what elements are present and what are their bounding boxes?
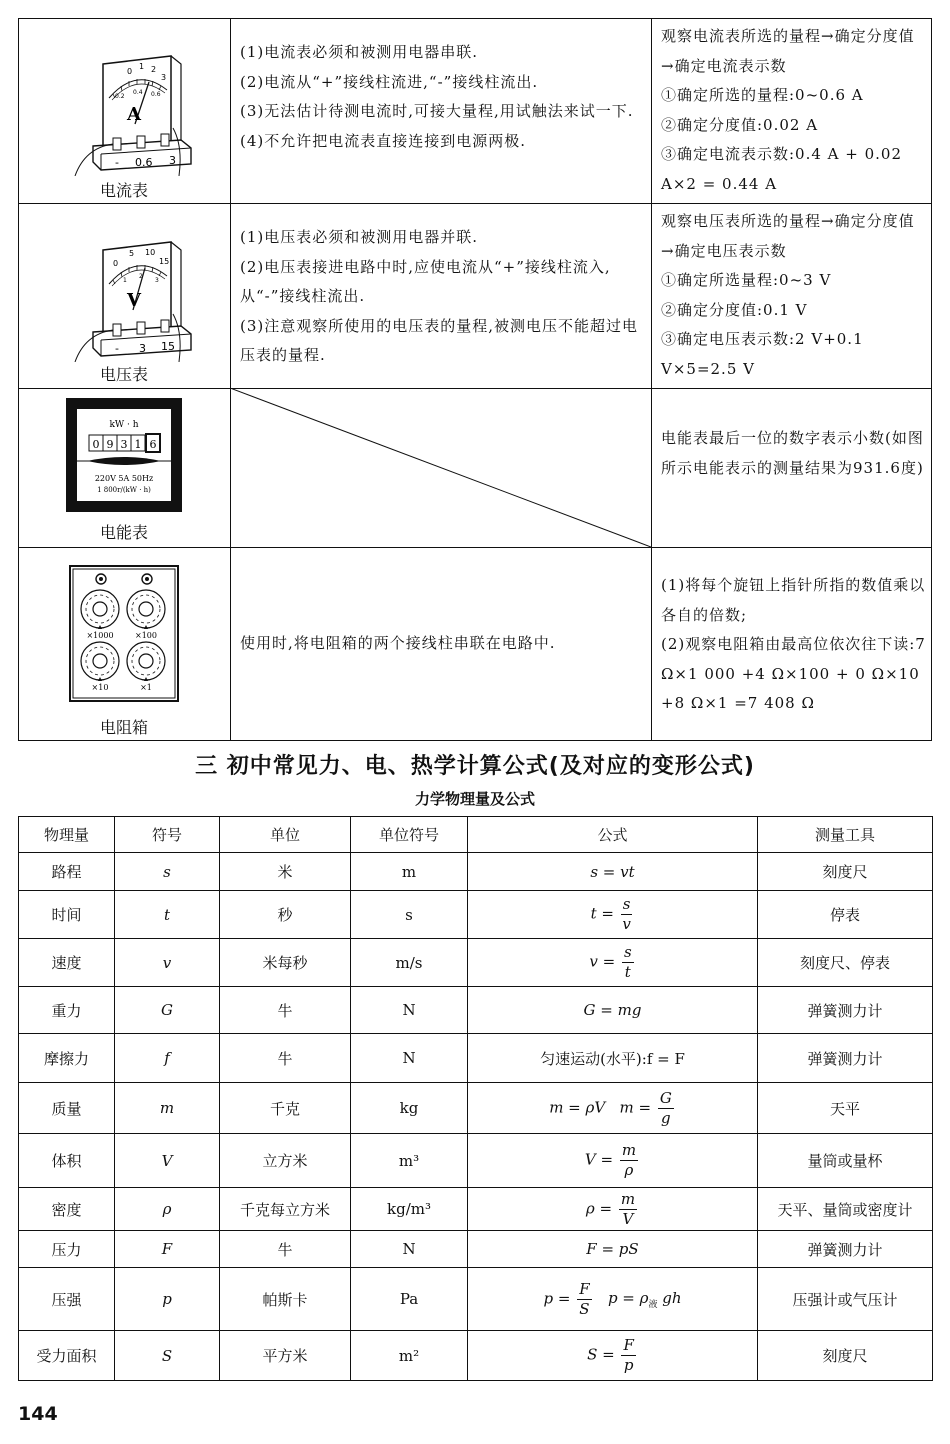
formula-cell: V = $\frac{m}{\rho}$ [468, 1134, 758, 1188]
table-row [19, 891, 933, 939]
header-symbol: 符号 [115, 817, 220, 853]
ammeter-terminal-3: 3 [169, 154, 176, 167]
header-quantity: 物理量 [19, 817, 115, 853]
header-unit: 单位 [220, 817, 351, 853]
formula-cell: 匀速运动(水平):f = F [468, 1034, 758, 1083]
voltmeter-read-2: ①确定所选量程:0~3 V [661, 271, 832, 289]
table-row [19, 853, 933, 891]
symbol-cell: m [115, 1083, 220, 1134]
quantity-cell: 摩擦力 [19, 1034, 115, 1083]
resistance-box-read-1: (1)将每个旋钮上指针所指的数值乘以各自的倍数; [661, 576, 926, 624]
unit-cell: 平方米 [220, 1331, 351, 1381]
symbol-cell: p [115, 1268, 220, 1331]
resistance-box-name: 电阻箱 [99, 718, 148, 737]
ammeter-reading [661, 22, 927, 199]
ammeter-req-3: (3)无法估计待测电流时,可接大量程,用试触法来试一下. [240, 102, 634, 120]
voltmeter-read-4: ③确定电压表示数:2 V+0.1 V×5=2.5 V [661, 330, 864, 378]
symbol-cell: ρ [115, 1188, 220, 1231]
table-row [19, 1188, 933, 1231]
unit-symbol-cell: N [351, 1231, 468, 1268]
multiplier-1: ×1 [140, 683, 152, 692]
tool-cell: 刻度尺、停表 [758, 939, 933, 987]
energy-meter-name: 电能表 [99, 523, 148, 542]
energy-meter-illustration [65, 397, 183, 513]
resistance-box-use-1: 使用时,将电阻箱的两个接线柱串联在电路中. [240, 634, 556, 652]
tool-cell: 刻度尺 [758, 853, 933, 891]
formula-cell: G = mg [468, 987, 758, 1034]
multiplier-10: ×10 [91, 683, 109, 692]
ammeter-read-3: ②确定分度值:0.02 A [661, 115, 819, 134]
unit-cell: 牛 [220, 1231, 351, 1268]
formula-cell: s = vt [468, 853, 758, 891]
ammeter-scale-0: 0 [127, 67, 133, 76]
empty-cell-diagonal [230, 388, 651, 547]
meter-digit-4: 1 [134, 438, 142, 451]
unit-symbol-cell: m² [351, 1331, 468, 1381]
resistance-box-usage [240, 629, 644, 659]
table-row [19, 1083, 933, 1134]
quantity-cell: 体积 [19, 1134, 115, 1188]
tool-cell: 量筒或量杯 [758, 1134, 933, 1188]
resistance-box-illustration [69, 565, 179, 702]
quantity-cell: 重力 [19, 987, 115, 1034]
meter-digit-1: 0 [92, 438, 100, 451]
formula-cell: v = $\frac{s}{t}$ [468, 939, 758, 987]
ammeter-req-2: (2)电流从“+”接线柱流进,“-”接线柱流出. [240, 72, 539, 91]
instrument-table [18, 18, 932, 741]
ammeter-read-2: ①确定所选的量程:0~0.6 A [661, 86, 864, 104]
ammeter-subscale-3: 0.6 [151, 91, 161, 98]
voltmeter-requirements [240, 223, 644, 371]
header-formula: 公式 [468, 817, 758, 853]
ammeter-terminal-06: 0.6 [135, 156, 153, 169]
ammeter-subscale-1: 0.2 [115, 93, 125, 100]
quantity-cell: 受力面积 [19, 1331, 115, 1381]
unit-symbol-cell: Pa [351, 1268, 468, 1331]
voltmeter-terminal-15: 15 [161, 340, 175, 353]
ammeter-req-4: (4)不允许把电流表直接连接到电源两极. [240, 131, 527, 150]
meter-unit: kW · h [109, 420, 139, 430]
multiplier-100: ×100 [135, 631, 157, 640]
symbol-cell: G [115, 987, 220, 1034]
voltmeter-subscale-2: 2 [139, 273, 143, 280]
symbol-cell: t [115, 891, 220, 939]
ammeter-illustration [63, 36, 193, 176]
symbol-cell: s [115, 853, 220, 891]
energy-meter-reading [661, 424, 927, 483]
voltmeter-terminal-neg: - [115, 342, 119, 355]
formula-cell: ρ = $\frac{m}{V}$ [468, 1188, 758, 1231]
ammeter-symbol: A [127, 104, 141, 125]
tool-cell: 天平、量筒或密度计 [758, 1188, 933, 1231]
voltmeter-scale-0: 0 [113, 259, 119, 268]
unit-cell: 帕斯卡 [220, 1268, 351, 1331]
tool-cell: 天平 [758, 1083, 933, 1134]
voltmeter-req-2: (2)电压表接进电路中时,应使电流从“+”接线柱流入,从“-”接线柱流出. [240, 257, 611, 305]
voltmeter-req-3: (3)注意观察所使用的电压表的量程,被测电压不能超过电压表的量程. [240, 316, 639, 364]
ammeter-terminal-neg: - [115, 156, 119, 169]
ammeter-scale-3: 3 [161, 73, 167, 82]
voltmeter-read-3: ②确定分度值:0.1 V [661, 300, 808, 319]
meter-digit-2: 9 [106, 438, 114, 451]
ammeter-requirements [240, 38, 644, 156]
unit-cell: 米 [220, 853, 351, 891]
page-number: 144 [18, 1403, 58, 1425]
symbol-cell: v [115, 939, 220, 987]
voltmeter-terminal-3: 3 [139, 342, 146, 355]
multiplier-1000: ×1000 [86, 631, 114, 640]
table-row [19, 1034, 933, 1083]
meter-digit-3: 3 [120, 438, 128, 451]
quantity-cell: 密度 [19, 1188, 115, 1231]
symbol-cell: V [115, 1134, 220, 1188]
ammeter-scale-2: 2 [151, 65, 157, 74]
formula-cell: S = $\frac{F}{p}$ [468, 1331, 758, 1381]
quantity-cell: 速度 [19, 939, 115, 987]
unit-cell: 秒 [220, 891, 351, 939]
voltmeter-read-1: 观察电压表所选的量程→确定分度值→确定电压表示数 [661, 212, 915, 260]
tool-cell: 弹簧测力计 [758, 987, 933, 1034]
table-header-row [19, 817, 933, 853]
ammeter-name: 电流表 [99, 181, 148, 200]
meter-spec-2: 1 800r/(kW · h) [97, 486, 151, 494]
ammeter-subscale-2: 0.4 [133, 89, 143, 96]
voltmeter-req-1: (1)电压表必须和被测用电器并联. [240, 228, 479, 246]
tool-cell: 压强计或气压计 [758, 1268, 933, 1331]
quantity-cell: 路程 [19, 853, 115, 891]
ammeter-scale-1: 1 [139, 62, 145, 71]
formula-cell: t = $\frac{s}{v}$ [468, 891, 758, 939]
unit-symbol-cell: s [351, 891, 468, 939]
quantity-cell: 压强 [19, 1268, 115, 1331]
table-row [19, 1268, 933, 1331]
unit-cell: 牛 [220, 987, 351, 1034]
energy-meter-read-1: 电能表最后一位的数字表示小数(如图所示电能表示的测量结果为931.6度) [661, 429, 924, 477]
section-title: 三 初中常见力、电、热学计算公式(及对应的变形公式) [195, 754, 755, 779]
voltmeter-subscale-1: 1 [123, 277, 127, 284]
unit-cell: 千克 [220, 1083, 351, 1134]
table-row [19, 987, 933, 1034]
unit-symbol-cell: kg [351, 1083, 468, 1134]
header-unit-symbol: 单位符号 [351, 817, 468, 853]
resistance-box-reading [661, 571, 927, 719]
unit-symbol-cell: m [351, 853, 468, 891]
voltmeter-symbol: V [127, 290, 141, 311]
tool-cell: 弹簧测力计 [758, 1231, 933, 1268]
unit-symbol-cell: m/s [351, 939, 468, 987]
voltmeter-illustration [63, 222, 193, 362]
voltmeter-name: 电压表 [99, 365, 148, 384]
symbol-cell: f [115, 1034, 220, 1083]
voltmeter-scale-10: 10 [145, 248, 156, 257]
unit-symbol-cell: m³ [351, 1134, 468, 1188]
unit-cell: 立方米 [220, 1134, 351, 1188]
quantity-cell: 质量 [19, 1083, 115, 1134]
resistance-box-read-2: (2)观察电阻箱由最高位依次往下读:7 Ω×1 000 +4 Ω×100 + 0 Ω×10 +8 Ω×1 =7 408 Ω [661, 635, 926, 712]
meter-spec-1: 220V 5A 50Hz [94, 474, 154, 483]
unit-cell: 牛 [220, 1034, 351, 1083]
meter-digit-decimal: 6 [149, 438, 157, 451]
voltmeter-scale-15: 15 [159, 257, 170, 266]
formula-cell: F = pS [468, 1231, 758, 1268]
tool-cell: 刻度尺 [758, 1331, 933, 1381]
formula-cell: p = $\frac{F}{S}$ $p = \rho_液$ gh [468, 1268, 758, 1331]
symbol-cell: S [115, 1331, 220, 1381]
table-row [19, 939, 933, 987]
voltmeter-subscale-3: 3 [155, 277, 159, 284]
voltmeter-scale-5: 5 [129, 249, 135, 258]
mechanics-formula-table [18, 816, 933, 1381]
tool-cell: 弹簧测力计 [758, 1034, 933, 1083]
quantity-cell: 压力 [19, 1231, 115, 1268]
ammeter-read-1: 观察电流表所选的量程→确定分度值→确定电流表示数 [661, 27, 915, 75]
quantity-cell: 时间 [19, 891, 115, 939]
ammeter-read-4: ③确定电流表示数:0.4 A + 0.02 A×2 = 0.44 A [661, 145, 903, 193]
symbol-cell: F [115, 1231, 220, 1268]
table-row [19, 1134, 933, 1188]
ammeter-req-1: (1)电流表必须和被测用电器串联. [240, 43, 479, 61]
header-tool: 测量工具 [758, 817, 933, 853]
tool-cell: 停表 [758, 891, 933, 939]
table-row [19, 1231, 933, 1268]
voltmeter-reading [661, 207, 927, 384]
unit-symbol-cell: N [351, 987, 468, 1034]
unit-symbol-cell: N [351, 1034, 468, 1083]
unit-symbol-cell: kg/m³ [351, 1188, 468, 1231]
unit-cell: 米每秒 [220, 939, 351, 987]
formula-cell: m = ρV m = $\frac{G}{g}$ [468, 1083, 758, 1134]
unit-cell: 千克每立方米 [220, 1188, 351, 1231]
section-subtitle: 力学物理量及公式 [414, 790, 535, 808]
table-row [19, 1331, 933, 1381]
